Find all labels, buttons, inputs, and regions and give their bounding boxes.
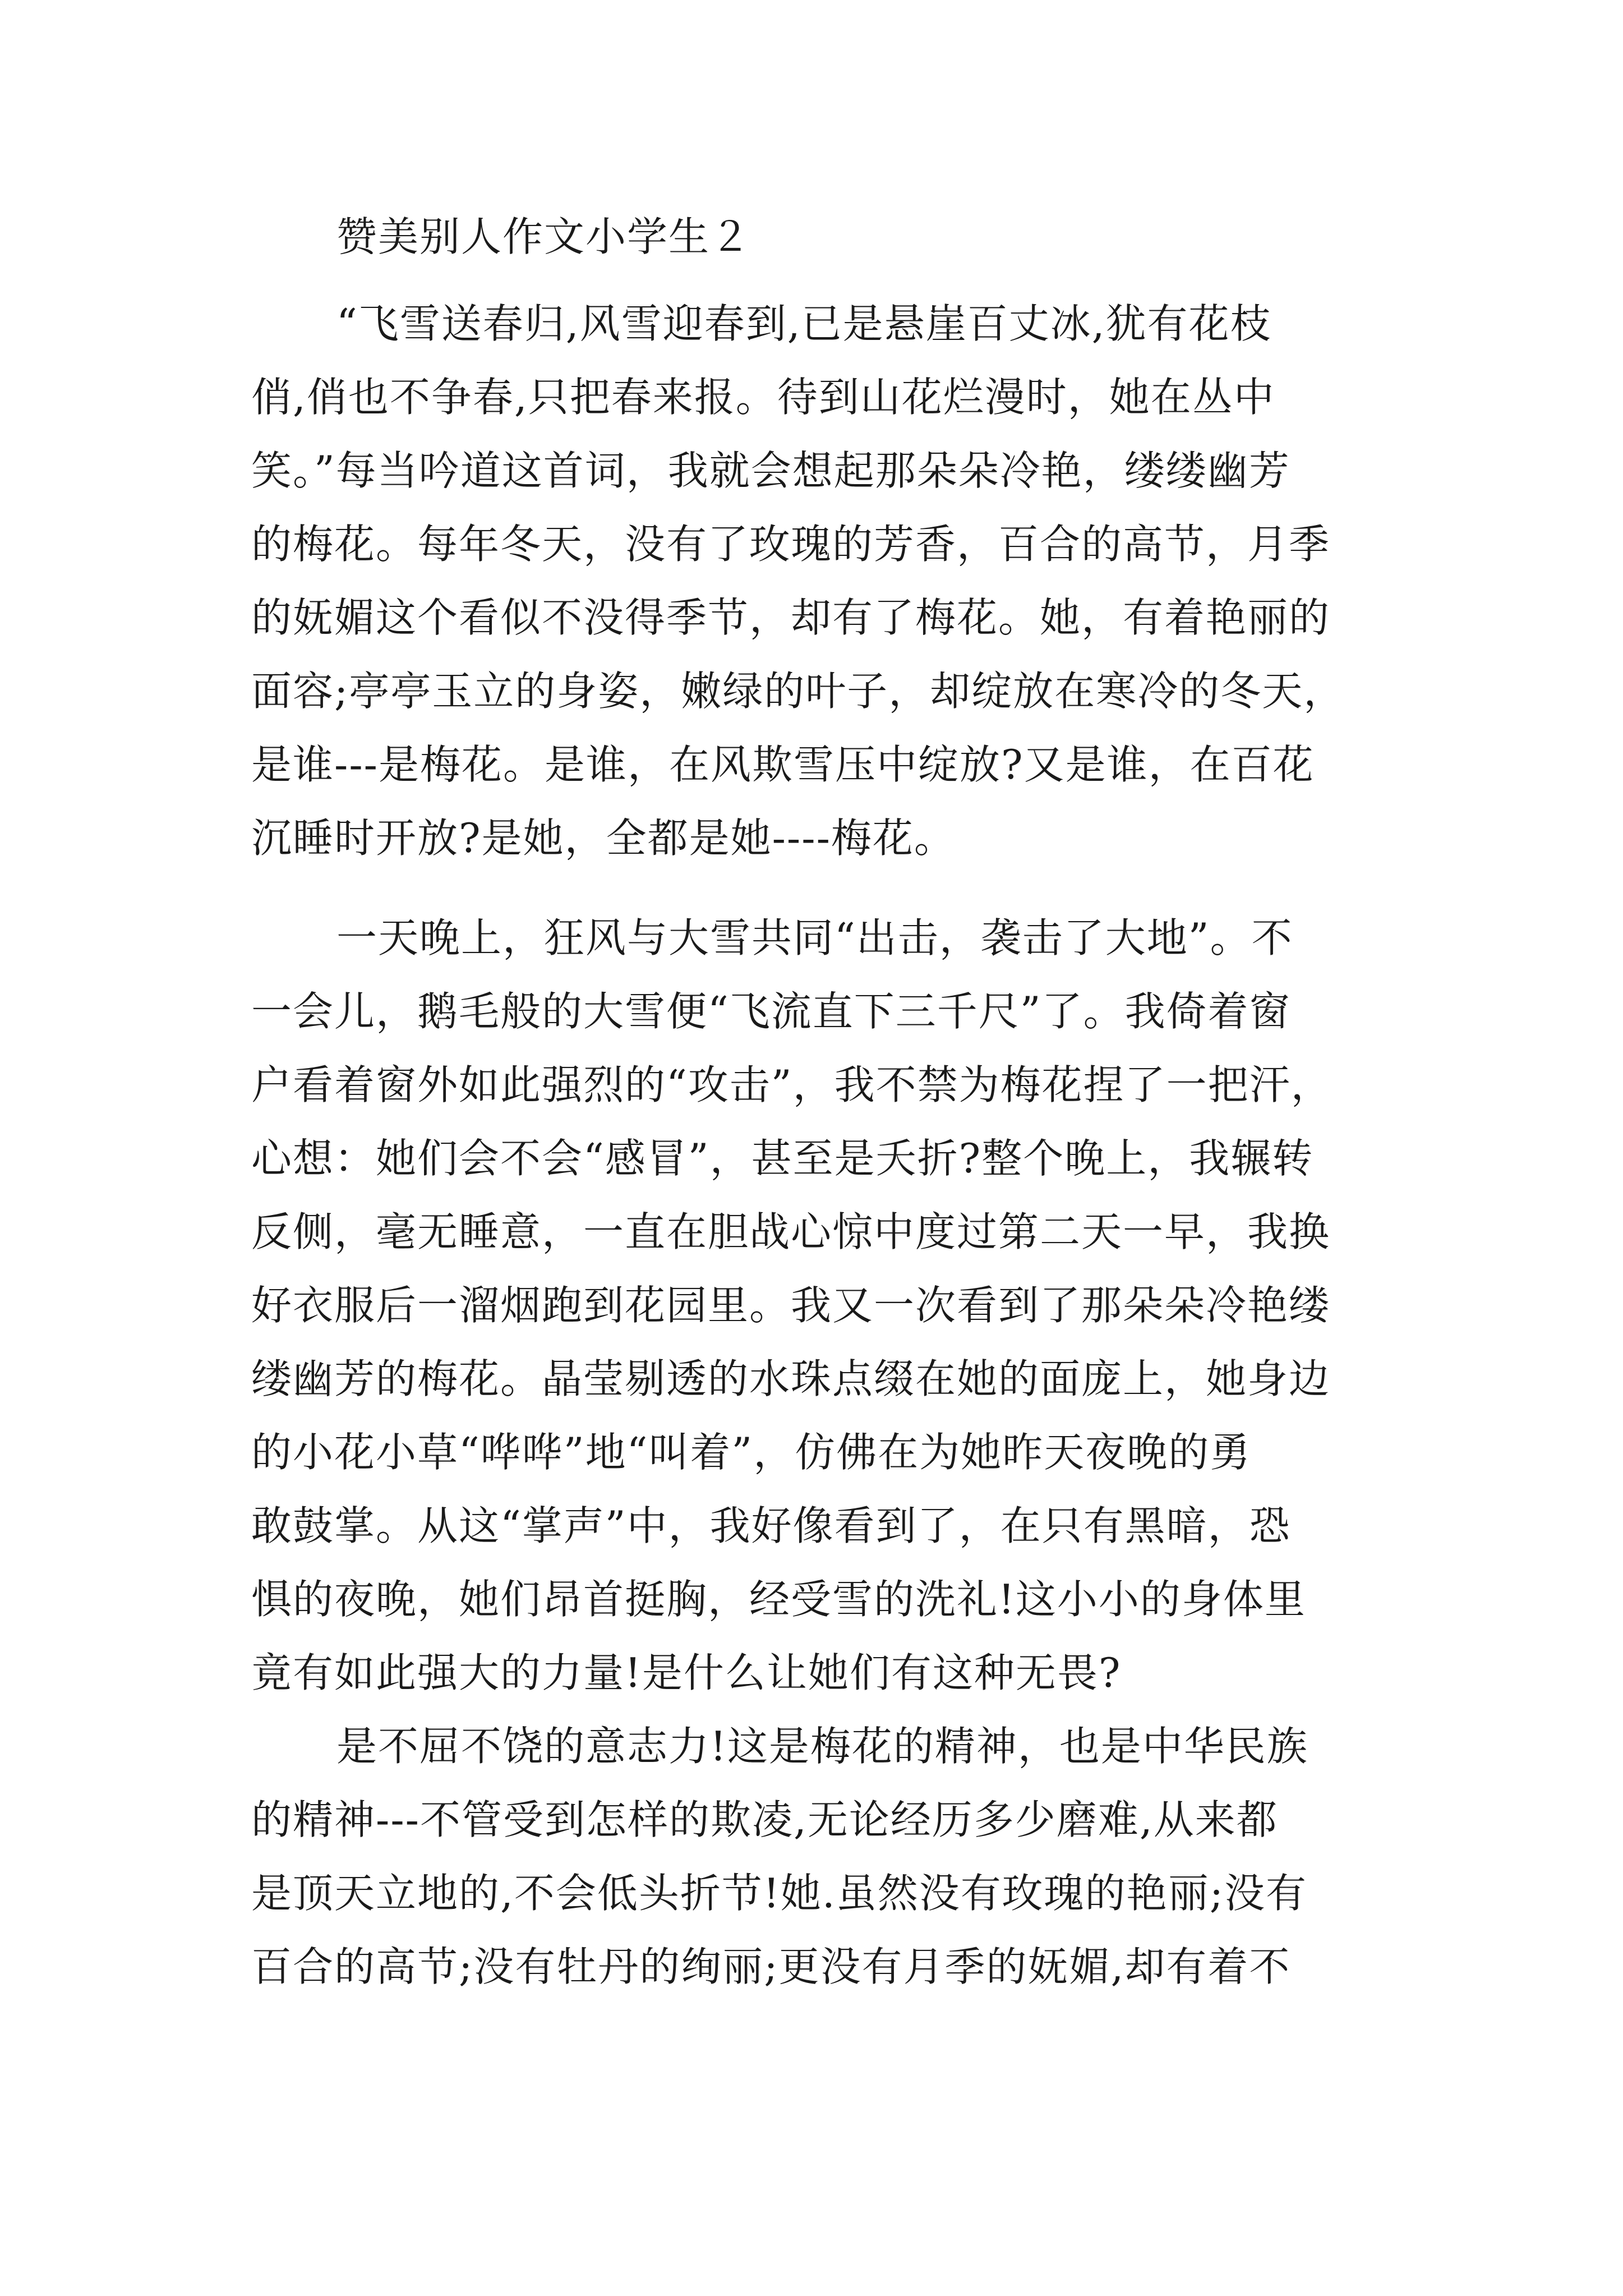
paragraph-line: 百合的高节;没有牡丹的绚丽;更没有月季的妩媚,却有着不 [251,1943,1291,1990]
paragraph-line: 的妩媚这个看似不没得季节，却有了梅花。她，有着艳丽的 [251,594,1331,641]
paragraph-line: 俏,俏也不争春,只把春来报。待到山花烂漫时，她在丛中 [251,374,1275,421]
paragraph-line: 的小花小草“哗哗”地“叫着”，仿佛在为她昨天夜晚的勇 [251,1429,1252,1476]
paragraph-1 [251,287,1395,875]
paragraph-line: 的精神---不管受到怎样的欺凌,无论经历多少磨难,从来都 [251,1796,1278,1843]
paragraph-line: 面容;亭亭玉立的身姿，嫩绿的叶子，却绽放在寒冷的冬天， [251,668,1345,715]
paragraph-2 [251,901,1395,1710]
paragraph-3 [251,1710,1395,2004]
paragraph-line: 一会儿，鹅毛般的大雪便“飞流直下三千尺”了。我倚着窗 [251,988,1291,1035]
paragraph-line: 是谁---是梅花。是谁，在风欺雪压中绽放?又是谁，在百花 [251,741,1315,788]
paragraph-line: 是不屈不饶的意志力!这是梅花的精神，也是中华民族 [336,1723,1308,1770]
paragraph-line: 好衣服后一溜烟跑到花园里。我又一次看到了那朵朵冷艳缕 [251,1282,1331,1329]
paragraph-line: 反侧，毫无睡意，一直在胆战心惊中度过第二天一早，我换 [251,1208,1331,1255]
paragraph-line: 惧的夜晚，她们昂首挺胸，经受雪的洗礼!这小小的身体里 [251,1576,1306,1623]
paragraph-line: 敢鼓掌。从这“掌声”中，我好像看到了，在只有黑暗，恐 [251,1502,1291,1549]
document-title: 赞美别人作文小学生２ [336,213,752,260]
paragraph-line: 一天晚上，狂风与大雪共同“出击，袭击了大地”。不 [336,914,1293,961]
paragraph-line: “飞雪送春归,风雪迎春到,已是悬崖百丈冰,犹有花枝 [336,300,1272,347]
paragraph-line: 的梅花。每年冬天，没有了玫瑰的芳香，百合的高节，月季 [251,521,1331,568]
paragraph-line: 笑。”每当吟道这首词，我就会想起那朵朵冷艳，缕缕幽芳 [251,447,1290,494]
paragraph-line: 缕幽芳的梅花。晶莹剔透的水珠点缀在她的面庞上，她身边 [251,1355,1331,1402]
paragraph-line: 心想：她们会不会“感冒”，甚至是夭折?整个晚上，我辗转 [251,1135,1314,1182]
paragraph-line: 竟有如此强大的力量!是什么让她们有这种无畏? [251,1649,1122,1696]
paragraph-line: 沉睡时开放?是她，全都是她----梅花。 [251,815,956,862]
paragraph-line: 户看着窗外如此强烈的“攻击”，我不禁为梅花捏了一把汗， [251,1061,1332,1108]
paragraph-line: 是顶天立地的,不会低头折节!她.虽然没有玫瑰的艳丽;没有 [251,1870,1307,1917]
